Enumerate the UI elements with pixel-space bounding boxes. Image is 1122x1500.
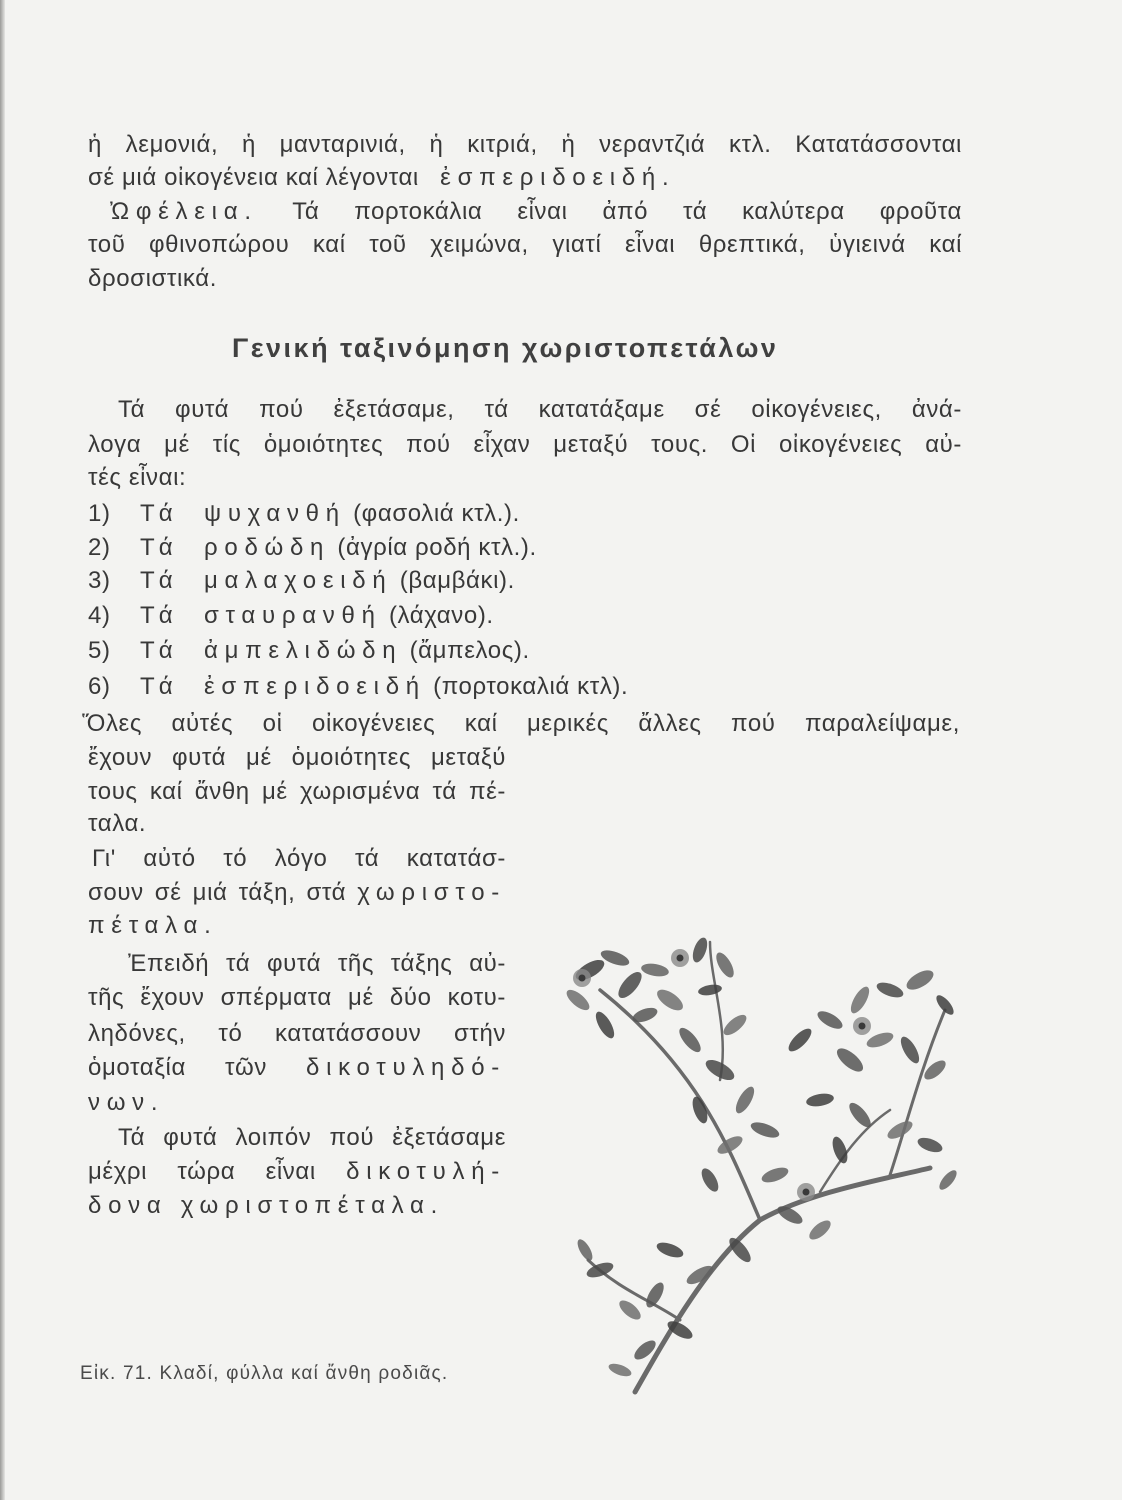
leaf [749,1119,781,1141]
emphasized-term: Ὠφέλεια. [110,198,258,225]
leaf [697,983,722,997]
body-line [88,1087,164,1119]
family-example: (βαμβάκι). [399,567,515,594]
leaf [875,980,905,1001]
leaf [690,936,710,965]
body-text: δροσιστικά. [88,265,217,292]
body-line [88,1190,444,1222]
branch-stems [588,942,945,1392]
family-name: ψυχανθή [204,500,346,527]
family-number: 3) [88,567,111,594]
body-line [110,196,962,228]
body-text: Γι' αὐτό τό λόγο τά κατατάσ- [92,845,506,872]
family-name: ἐσπεριδοειδή [204,673,426,700]
leaf [833,1044,867,1075]
emphasized-term: δικοτυλή- [346,1158,506,1185]
family-article: Τά [140,637,180,664]
family-item [88,600,494,632]
leaf [720,1011,749,1038]
family-article: Τά [140,673,180,700]
family-item [88,635,530,667]
family-name: μαλαχοειδή [204,567,393,594]
body-line [88,742,506,774]
family-article: Τά [140,500,180,527]
body-line [88,776,506,808]
family-number: 6) [88,673,111,700]
body-line [88,1156,506,1188]
leaf [936,1168,959,1193]
body-line [88,129,962,161]
leaf [847,984,872,1016]
body-text: ταλα. [88,810,147,837]
leaf [616,1297,644,1323]
leaf [846,1100,874,1131]
family-item [88,532,537,564]
leaf [806,1217,834,1243]
emphasized-term: ἐσπεριδοειδή. [440,164,676,191]
leaf [785,1025,815,1055]
body-line [118,1122,506,1154]
branch-illustration [560,930,960,1400]
body-line [88,910,218,942]
family-item [88,671,628,703]
body-text: σουν σέ μιά τάξη, στά [88,879,347,906]
leaf [865,1030,895,1051]
body-text: ληδόνες, τό κατατάσσουν στήν [88,1020,506,1047]
family-example: (ἄμπελος). [409,637,530,664]
body-line [82,708,960,740]
body-line [92,843,506,875]
leaf [760,1165,790,1186]
emphasized-term: χωριστο- [357,879,506,906]
body-text: Τά πορτοκάλια εἶναι ἀπό τά καλύτερα φροῦτα [292,198,962,225]
leaf [916,1135,945,1155]
family-number: 4) [88,602,111,629]
leaf [904,966,937,993]
body-text: Ὅλες αὐτές οἱ οἰκογένειες καί μερικές ἄλλες πού παραλείψαμε, [82,710,960,737]
family-number: 1) [88,500,111,527]
family-name: ροδώδη [204,534,331,561]
family-item [88,565,515,597]
body-line [88,877,506,909]
leaf [897,1034,922,1066]
family-name: σταυρανθή [204,602,382,629]
body-line [88,229,962,261]
leaf [655,1240,685,1261]
leaf [805,1092,835,1109]
leaf [614,968,645,1002]
body-line [88,462,186,494]
body-text: τῆς ἔχουν σπέρματα μέ δύο κοτυ- [88,984,506,1011]
family-example: (ἀγρία ροδή κτλ.). [337,534,537,561]
leaf [732,1084,757,1116]
leaves [563,936,959,1379]
leaf [592,1009,617,1041]
body-text: ὁμοταξία τῶν [88,1054,267,1081]
body-line [88,1018,506,1050]
family-item [88,498,520,530]
emphasized-term: δονα χωριστοπέταλα. [88,1192,445,1219]
body-text: τοῦ φθινοπώρου καί τοῦ χειμώνα, γιατί εἶναι θρεπτικά, ὑγιεινά καί [88,231,962,258]
emphasized-term: πέταλα. [88,912,218,939]
body-text: Τά φυτά λοιπόν πού ἐξετάσαμε [118,1124,506,1151]
leaf [563,986,592,1013]
body-text: τους καί ἄνθη μέ χωρισμένα τά πέ- [88,778,506,805]
body-line [88,263,217,295]
pomegranate-branch-photo [560,930,960,1400]
body-text: μέχρι τώρα εἶναι [88,1158,316,1185]
leaf [654,986,687,1015]
body-line [88,162,675,194]
body-text: Τά φυτά πού ἐξετάσαμε, τά κατατάξαμε σέ οἰκογένειες, ἀνά- [118,396,962,423]
body-line [88,808,146,840]
main-stem [635,1168,930,1392]
body-line [118,394,962,426]
leaf [676,1025,704,1056]
leaf [607,1361,633,1379]
body-text: Ἐπειδή τά φυτά τῆς τάξης αὐ- [128,950,506,977]
family-article: Τά [140,534,180,561]
flower-center [677,955,684,962]
body-text: τές εἶναι: [88,464,187,491]
section-heading: Γενική ταξινόμηση χωριστοπετάλων [232,333,779,363]
family-number: 5) [88,637,111,664]
body-text: λογα μέ τίς ὁμοιότητες πού εἶχαν μεταξύ τους. Οἱ οἰκογένειες αὐ- [88,431,962,458]
family-example: (πορτοκαλιά κτλ). [433,673,629,700]
family-example: (φασολιά κτλ.). [353,500,520,527]
leaf [713,950,737,980]
body-text: ἔχουν φυτά μέ ὁμοιότητες μεταξύ [88,744,506,771]
flower-center [803,1189,810,1196]
family-number: 2) [88,534,111,561]
scan-edge [0,0,5,1500]
family-example: (λάχανο). [388,602,494,629]
emphasized-term: νων. [88,1089,165,1116]
body-line [88,1052,506,1084]
family-article: Τά [140,567,180,594]
body-line [88,982,506,1014]
body-text: ἡ λεμονιά, ἡ μανταρινιά, ἡ κιτριά, ἡ νεραντζιά κτλ. Κατατάσσονται [88,131,962,158]
emphasized-term: δικοτυληδό- [306,1054,506,1081]
leaf [698,1166,721,1195]
leaf [640,962,670,979]
body-line [88,429,962,461]
family-article: Τά [140,602,180,629]
family-name: ἀμπελιδώδη [204,637,403,664]
flower-center [579,975,586,982]
body-text: σέ μιά οἰκογένεια καί λέγονται [88,164,419,191]
body-line [128,948,506,980]
leaf [815,1008,845,1032]
flower-center [859,1023,866,1030]
leaf [575,1237,596,1263]
figure-caption: Εἰκ. 71. Κλαδί, φύλλα καί ἄνθη ροδιᾶς. [80,1363,449,1384]
